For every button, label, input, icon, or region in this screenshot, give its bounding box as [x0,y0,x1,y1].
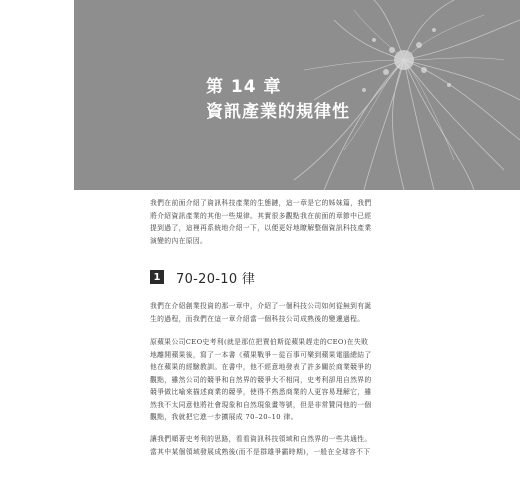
flower-illustration [74,0,520,190]
chapter-header-band [74,0,520,190]
body-paragraph-1: 我們在介紹創業投資的那一章中，介紹了一個科技公司如何從無到有誕 生的過程，而我們在這一章介紹當一個科技公司成熟後的變遷過程。 [150,302,372,323]
body-paragraph-2: 原蘋果公司CEO史考利(就是那位把賈伯斯從蘋果趕走的CEO)在失敗 地離開蘋果後，寫了一本書《蘋果戰爭－從百事可樂到蘋果電腦總結了 他在蘋果的經驗教訓。在書中，他不經意地發表了許多關於商業競爭的 觀點，雖然公司的競爭和自然界的競爭大不相同，史考利卻用自然界的 競爭做比喻來描述商業的競爭，使得不熟悉商業的人更容易理解它，雖 然我不太同意他將社會現象和自然現象畫等號，但是非常贊同他的一個 觀點，我就把它進一步擴展成 70–20–10 律。 [150,338,372,421]
body-paragraph-3: 讓我們順著史考利的思路，看看資訊科技領域和自然界的一些共通性。 當其中某個領域發展成熟後(而不是群雄爭霸時期)，一般在全球容不下 [150,435,372,456]
section-number-badge: 1 [150,270,164,284]
section-heading [150,268,255,286]
chapter-title: 資訊產業的規律性 [206,102,350,122]
section-title: 70-20-10 律 [176,271,256,287]
intro-paragraph: 我們在前面介紹了資訊科技產業的生態鏈，這一章是它的姊妹篇，我們 將介紹資訊產業的其他一些規律。其實很多觀點我在前面的章節中已經 提到過了，這裡再系統地介紹一下，以便更好地瞭解整個資訊科技產業 演變的內在原因。 [150,199,372,245]
chapter-number: 第 14 章 [206,77,282,97]
